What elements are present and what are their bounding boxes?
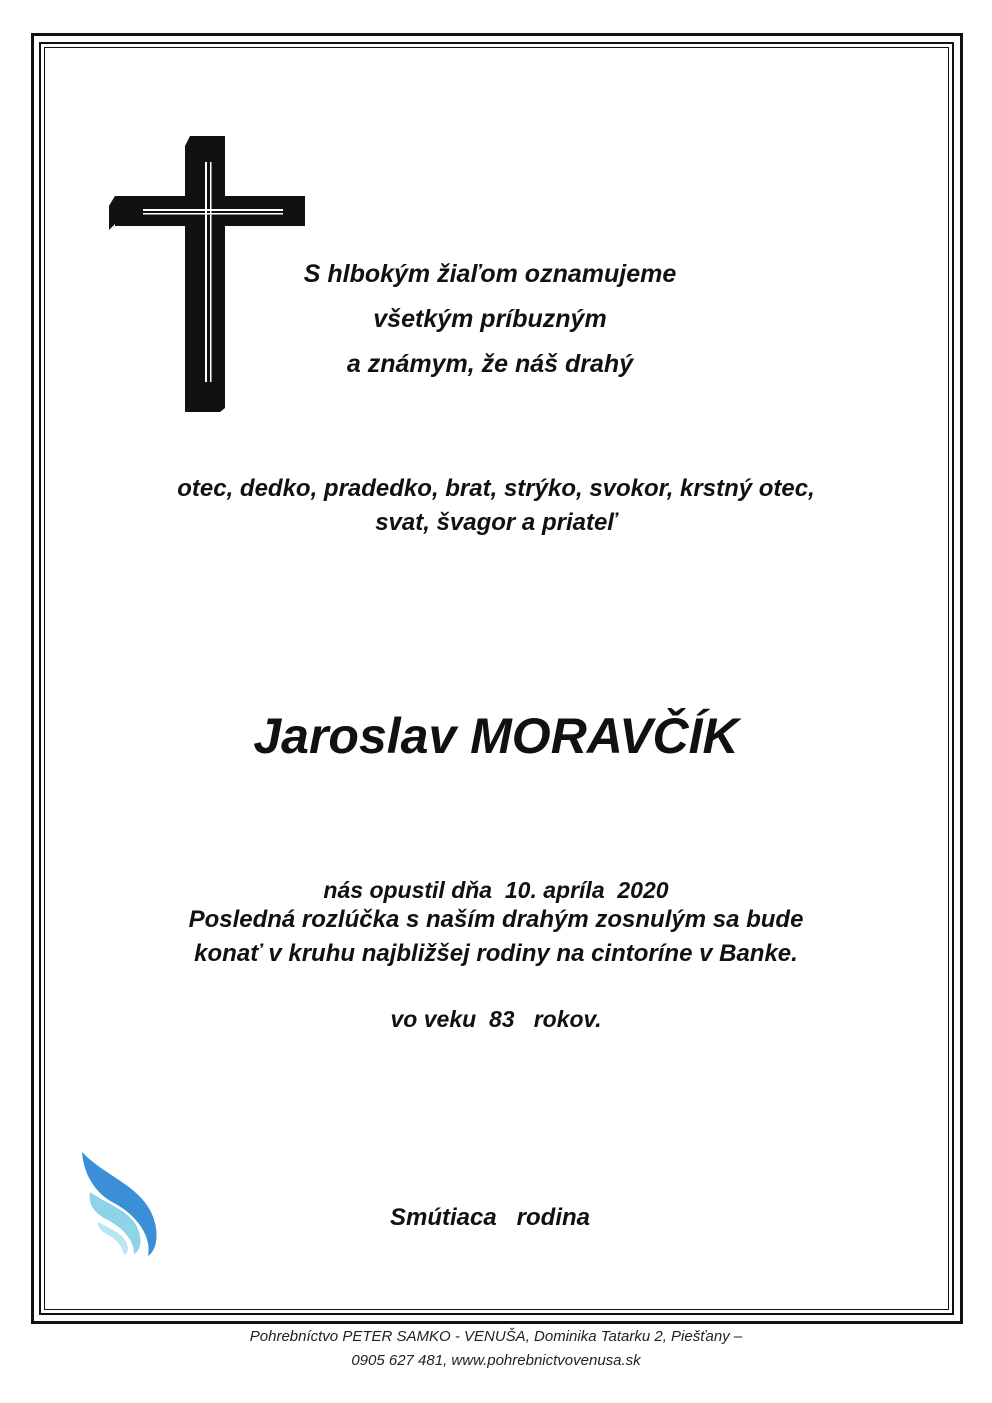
footer-contact: 0905 627 481, www.pohrebnictvovenusa.sk — [351, 1352, 641, 1369]
intro-line: všetkým príbuzným — [373, 305, 607, 333]
intro-text — [240, 252, 740, 387]
death-date-line: nás opustil dňa 10. apríla 2020 — [323, 877, 669, 903]
relations-text — [80, 472, 912, 540]
relations-line: otec, dedko, pradedko, brat, strýko, svokor, krstný otec, — [177, 475, 815, 502]
funeral-info — [80, 903, 912, 971]
intro-line: a známym, že náš drahý — [346, 350, 634, 378]
deceased-name: Jaroslav MORAVČÍK — [253, 708, 739, 764]
footer — [80, 1325, 912, 1373]
signoff: Smútiaca rodina — [389, 1204, 591, 1231]
flame-logo-icon — [76, 1148, 166, 1258]
age-line: vo veku 83 rokov. — [390, 1006, 602, 1032]
funeral-line: Posledná rozlúčka s naším drahým zosnulým sa bude — [188, 906, 804, 933]
footer-address: Pohrebníctvo PETER SAMKO - VENUŠA, Dominika Tatarku 2, Piešťany – — [249, 1328, 743, 1345]
funeral-line: konať v kruhu najbližšej rodiny na cintoríne v Banke. — [194, 940, 798, 967]
intro-line: S hlbokým žiaľom oznamujeme — [303, 260, 677, 288]
relations-line: svat, švagor a priateľ — [375, 509, 617, 536]
